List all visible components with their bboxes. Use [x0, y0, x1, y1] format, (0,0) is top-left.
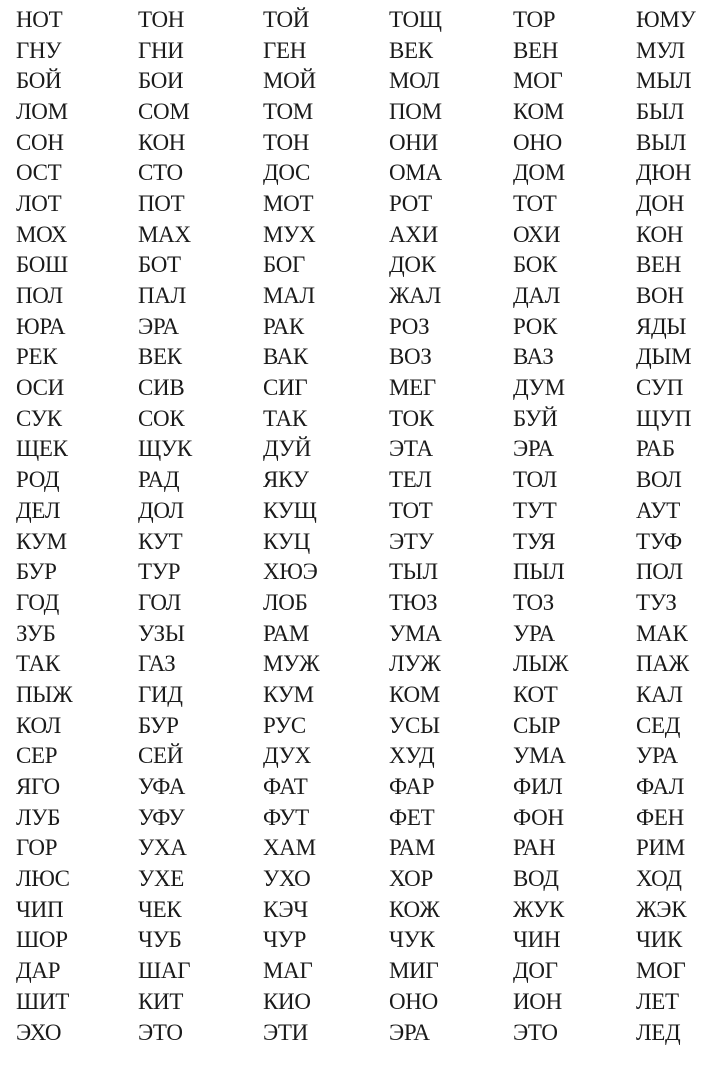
word-cell: ТУР — [138, 559, 181, 585]
word-cell: ЯДЫ — [636, 313, 687, 339]
word-cell: МОГ — [513, 68, 563, 94]
word-cell: ВОЛ — [636, 467, 682, 493]
word-cell: ЧИП — [16, 896, 64, 922]
word-cell: ГНИ — [138, 37, 184, 63]
word-cell: УРА — [513, 620, 555, 646]
word-cell: ЯГО — [16, 774, 60, 800]
word-cell: ВЕК — [138, 344, 182, 370]
word-row — [16, 618, 706, 649]
word-cell: МОТ — [263, 190, 314, 216]
word-cell: БЫЛ — [636, 98, 684, 124]
word-cell: ПОТ — [138, 190, 185, 216]
word-cell: КОМ — [513, 98, 564, 124]
word-cell: УМА — [513, 743, 566, 769]
word-cell: МОЙ — [263, 68, 316, 94]
word-cell: КЭЧ — [263, 896, 308, 922]
word-cell: УСЫ — [389, 712, 440, 738]
word-row — [16, 925, 706, 956]
word-cell: ЭРА — [513, 436, 554, 462]
word-cell: ДУЙ — [263, 436, 311, 462]
word-cell: ФОН — [513, 804, 564, 830]
word-cell: МОХ — [16, 221, 67, 247]
word-cell: ГЕН — [263, 37, 307, 63]
word-row — [16, 802, 706, 833]
word-cell: ТУЗ — [636, 589, 677, 615]
word-cell: ВАЗ — [513, 344, 554, 370]
word-cell: МАК — [636, 620, 688, 646]
word-cell: ДАЛ — [513, 283, 560, 309]
word-cell: КУМ — [16, 528, 67, 554]
word-cell: КОМ — [389, 681, 440, 707]
word-cell: СОМ — [138, 98, 190, 124]
word-cell: ЧИН — [513, 927, 561, 953]
word-cell: УХА — [138, 835, 187, 861]
word-row — [16, 495, 706, 526]
word-cell: СТО — [138, 160, 183, 186]
word-cell: РЕК — [16, 344, 58, 370]
word-cell: ИОН — [513, 988, 562, 1014]
word-cell: ХАМ — [263, 835, 316, 861]
word-cell: КОЛ — [16, 712, 61, 738]
word-cell: ФАР — [389, 774, 435, 800]
word-cell: ЧУБ — [138, 927, 182, 953]
word-cell: ТЫЛ — [389, 559, 438, 585]
word-cell: ТОР — [513, 6, 556, 32]
word-row — [16, 250, 706, 281]
word-cell: КАЛ — [636, 681, 683, 707]
word-grid — [16, 4, 706, 1047]
word-cell: СОН — [16, 129, 64, 155]
word-cell: РАМ — [263, 620, 310, 646]
word-cell: ВЫЛ — [636, 129, 687, 155]
word-cell: КУЦ — [263, 528, 310, 554]
word-cell: РАН — [513, 835, 556, 861]
word-cell: РУС — [263, 712, 306, 738]
word-row — [16, 648, 706, 679]
word-cell: МОЛ — [389, 68, 440, 94]
word-row — [16, 955, 706, 986]
word-cell: ЭТО — [138, 1019, 183, 1045]
word-row — [16, 280, 706, 311]
word-cell: ВОД — [513, 866, 559, 892]
word-cell: ПАЖ — [636, 651, 689, 677]
word-cell: УМА — [389, 620, 442, 646]
word-cell: ДАР — [16, 958, 61, 984]
word-cell: УХЕ — [138, 866, 185, 892]
word-cell: УРА — [636, 743, 678, 769]
word-cell: ДЮН — [636, 160, 692, 186]
word-cell: КУЩ — [263, 497, 317, 523]
word-cell: ЩЕК — [16, 436, 68, 462]
word-cell: СУП — [636, 375, 684, 401]
word-cell: ОХИ — [513, 221, 561, 247]
word-cell: ТУФ — [636, 528, 682, 554]
word-cell: КОН — [138, 129, 186, 155]
word-cell: ХУД — [389, 743, 435, 769]
word-cell: МИГ — [389, 958, 439, 984]
word-cell: ОНИ — [389, 129, 438, 155]
word-cell: АХИ — [389, 221, 438, 247]
word-row — [16, 526, 706, 557]
word-cell: БОЙ — [16, 68, 62, 94]
word-cell: МАГ — [263, 958, 313, 984]
word-cell: ДУХ — [263, 743, 311, 769]
word-cell: ШАГ — [138, 958, 191, 984]
word-row — [16, 434, 706, 465]
word-cell: ВЕН — [636, 252, 682, 278]
word-row — [16, 372, 706, 403]
word-cell: ЩУП — [636, 405, 692, 431]
word-cell: ЛЕД — [636, 1019, 681, 1045]
word-cell: ЖАЛ — [389, 283, 441, 309]
word-cell: ФАЛ — [636, 774, 685, 800]
word-cell: ФЕТ — [389, 804, 435, 830]
word-cell: БОТ — [138, 252, 181, 278]
word-cell: ЖЭК — [636, 896, 687, 922]
word-cell: ТОК — [389, 405, 434, 431]
word-row — [16, 741, 706, 772]
word-cell: ТОЙ — [263, 6, 310, 32]
word-cell: БОШ — [16, 252, 68, 278]
word-cell: ШОР — [16, 927, 68, 953]
word-cell: ЗУБ — [16, 620, 56, 646]
word-cell: РОД — [16, 467, 60, 493]
word-cell: ЛОМ — [16, 98, 68, 124]
word-row — [16, 710, 706, 741]
word-cell: ВОЗ — [389, 344, 432, 370]
word-cell: ПЫЖ — [16, 681, 73, 707]
word-cell: УЗЫ — [138, 620, 185, 646]
word-row — [16, 679, 706, 710]
word-cell: ТЕЛ — [389, 467, 432, 493]
word-row — [16, 771, 706, 802]
word-cell: ЛУБ — [16, 804, 61, 830]
word-cell: ПОЛ — [636, 559, 683, 585]
word-cell: СОК — [138, 405, 185, 431]
word-cell: МУЛ — [636, 37, 685, 63]
word-cell: КИТ — [138, 988, 184, 1014]
word-cell: ТАК — [16, 651, 60, 677]
word-row — [16, 833, 706, 864]
word-cell: ПАЛ — [138, 283, 186, 309]
word-cell: МЫЛ — [636, 68, 692, 94]
word-cell: ЛУЖ — [389, 651, 441, 677]
word-cell: УФА — [138, 774, 186, 800]
word-cell: СЕЙ — [138, 743, 184, 769]
word-row — [16, 464, 706, 495]
word-cell: ЮРА — [16, 313, 66, 339]
word-cell: ЭТУ — [389, 528, 434, 554]
word-cell: ЧУР — [263, 927, 307, 953]
word-cell: ДОН — [636, 190, 685, 216]
word-cell: ПОЛ — [16, 283, 63, 309]
word-cell: НОТ — [16, 6, 63, 32]
word-cell: ТОЛ — [513, 467, 557, 493]
word-cell: ЛОБ — [263, 589, 308, 615]
word-cell: ЛЮС — [16, 866, 70, 892]
word-cell: ЭТО — [513, 1019, 558, 1045]
word-cell: ОСТ — [16, 160, 62, 186]
word-cell: СИВ — [138, 375, 185, 401]
word-cell: КИО — [263, 988, 311, 1014]
word-cell: ХОД — [636, 866, 682, 892]
word-cell: ВЕН — [513, 37, 559, 63]
word-cell: КОЖ — [389, 896, 440, 922]
word-cell: РАК — [263, 313, 304, 339]
word-row — [16, 65, 706, 96]
word-cell: ОСИ — [16, 375, 64, 401]
word-cell: ТОЗ — [513, 589, 554, 615]
word-cell: ЛЕТ — [636, 988, 679, 1014]
word-cell: ОНО — [389, 988, 438, 1014]
word-cell: ФЕН — [636, 804, 684, 830]
word-cell: ЮМУ — [636, 6, 696, 32]
word-row — [16, 587, 706, 618]
word-cell: ЭТИ — [263, 1019, 308, 1045]
word-cell: БУЙ — [513, 405, 558, 431]
word-cell: РАД — [138, 467, 180, 493]
word-cell: СУК — [16, 405, 62, 431]
word-row — [16, 1017, 706, 1048]
word-cell: ХЮЭ — [263, 559, 318, 585]
word-cell: ЛОТ — [16, 190, 62, 216]
word-cell: ПОМ — [389, 98, 442, 124]
word-cell: ДЕЛ — [16, 497, 61, 523]
word-cell: ВАК — [263, 344, 308, 370]
word-cell: ДОГ — [513, 958, 558, 984]
word-cell: СЕД — [636, 712, 681, 738]
word-cell: ЧИК — [636, 927, 682, 953]
word-cell: РАБ — [636, 436, 675, 462]
word-cell: МЕГ — [389, 375, 436, 401]
word-row — [16, 188, 706, 219]
word-cell: ТУЯ — [513, 528, 556, 554]
word-cell: ТЮЗ — [389, 589, 438, 615]
word-cell: ДОМ — [513, 160, 565, 186]
word-cell: КУМ — [263, 681, 314, 707]
word-cell: УФУ — [138, 804, 185, 830]
word-cell: БОГ — [263, 252, 306, 278]
word-cell: ВОН — [636, 283, 684, 309]
word-cell: МАХ — [138, 221, 191, 247]
word-cell: ГИД — [138, 681, 183, 707]
word-row — [16, 894, 706, 925]
word-cell: КОН — [636, 221, 684, 247]
word-cell: УХО — [263, 866, 311, 892]
word-row — [16, 219, 706, 250]
word-cell: РОЗ — [389, 313, 430, 339]
word-cell: ГОР — [16, 835, 58, 861]
word-cell: ОМА — [389, 160, 442, 186]
word-row — [16, 4, 706, 35]
word-cell: ТОМ — [263, 98, 313, 124]
word-cell: ТОТ — [513, 190, 557, 216]
word-cell: РОК — [513, 313, 558, 339]
word-cell: СЫР — [513, 712, 561, 738]
word-cell: БОИ — [138, 68, 184, 94]
word-row — [16, 96, 706, 127]
word-cell: ЭРА — [138, 313, 179, 339]
word-cell: МОГ — [636, 958, 686, 984]
word-row — [16, 311, 706, 342]
word-cell: СИГ — [263, 375, 308, 401]
word-cell: ФУТ — [263, 804, 309, 830]
word-cell: ЖУК — [513, 896, 565, 922]
word-cell: ЭХО — [16, 1019, 62, 1045]
word-cell: МУЖ — [263, 651, 320, 677]
word-cell: ГОД — [16, 589, 59, 615]
word-row — [16, 35, 706, 66]
word-cell: ТОТ — [389, 497, 433, 523]
word-cell: ГАЗ — [138, 651, 176, 677]
word-cell: ТОЩ — [389, 6, 442, 32]
word-row — [16, 556, 706, 587]
word-row — [16, 986, 706, 1017]
word-cell: ДОС — [263, 160, 311, 186]
word-row — [16, 127, 706, 158]
word-cell: ЩУК — [138, 436, 192, 462]
word-row — [16, 342, 706, 373]
word-cell: БУР — [16, 559, 57, 585]
word-cell: МАЛ — [263, 283, 315, 309]
word-cell: ТУТ — [513, 497, 557, 523]
word-cell: ШИТ — [16, 988, 69, 1014]
word-cell: РИМ — [636, 835, 685, 861]
word-cell: РАМ — [389, 835, 436, 861]
word-cell: ФАТ — [263, 774, 308, 800]
word-cell: БУР — [138, 712, 179, 738]
word-cell: БОК — [513, 252, 558, 278]
word-cell: КОТ — [513, 681, 558, 707]
word-cell: ГНУ — [16, 37, 62, 63]
word-cell: АУТ — [636, 497, 681, 523]
word-grid-body — [16, 4, 706, 1047]
word-cell: ГОЛ — [138, 589, 181, 615]
word-row — [16, 403, 706, 434]
word-cell: СЕР — [16, 743, 58, 769]
word-cell: ОНО — [513, 129, 562, 155]
word-cell: ЯКУ — [263, 467, 309, 493]
word-cell: ЭРА — [389, 1019, 430, 1045]
word-cell: ФИЛ — [513, 774, 563, 800]
word-cell: КУТ — [138, 528, 183, 554]
word-cell: ХОР — [389, 866, 433, 892]
word-cell: ЭТА — [389, 436, 433, 462]
word-cell: ТАК — [263, 405, 307, 431]
word-cell: ДЫМ — [636, 344, 692, 370]
word-row — [16, 157, 706, 188]
word-cell: ДОК — [389, 252, 436, 278]
word-row — [16, 863, 706, 894]
word-cell: ЧУК — [389, 927, 435, 953]
word-cell: ТОН — [138, 6, 185, 32]
word-cell: ЛЫЖ — [513, 651, 569, 677]
word-cell: ЧЕК — [138, 896, 182, 922]
word-cell: ПЫЛ — [513, 559, 565, 585]
word-cell: РОТ — [389, 190, 432, 216]
word-cell: ТОН — [263, 129, 310, 155]
word-cell: ДУМ — [513, 375, 565, 401]
word-cell: МУХ — [263, 221, 316, 247]
word-cell: ДОЛ — [138, 497, 184, 523]
word-cell: ВЕК — [389, 37, 433, 63]
